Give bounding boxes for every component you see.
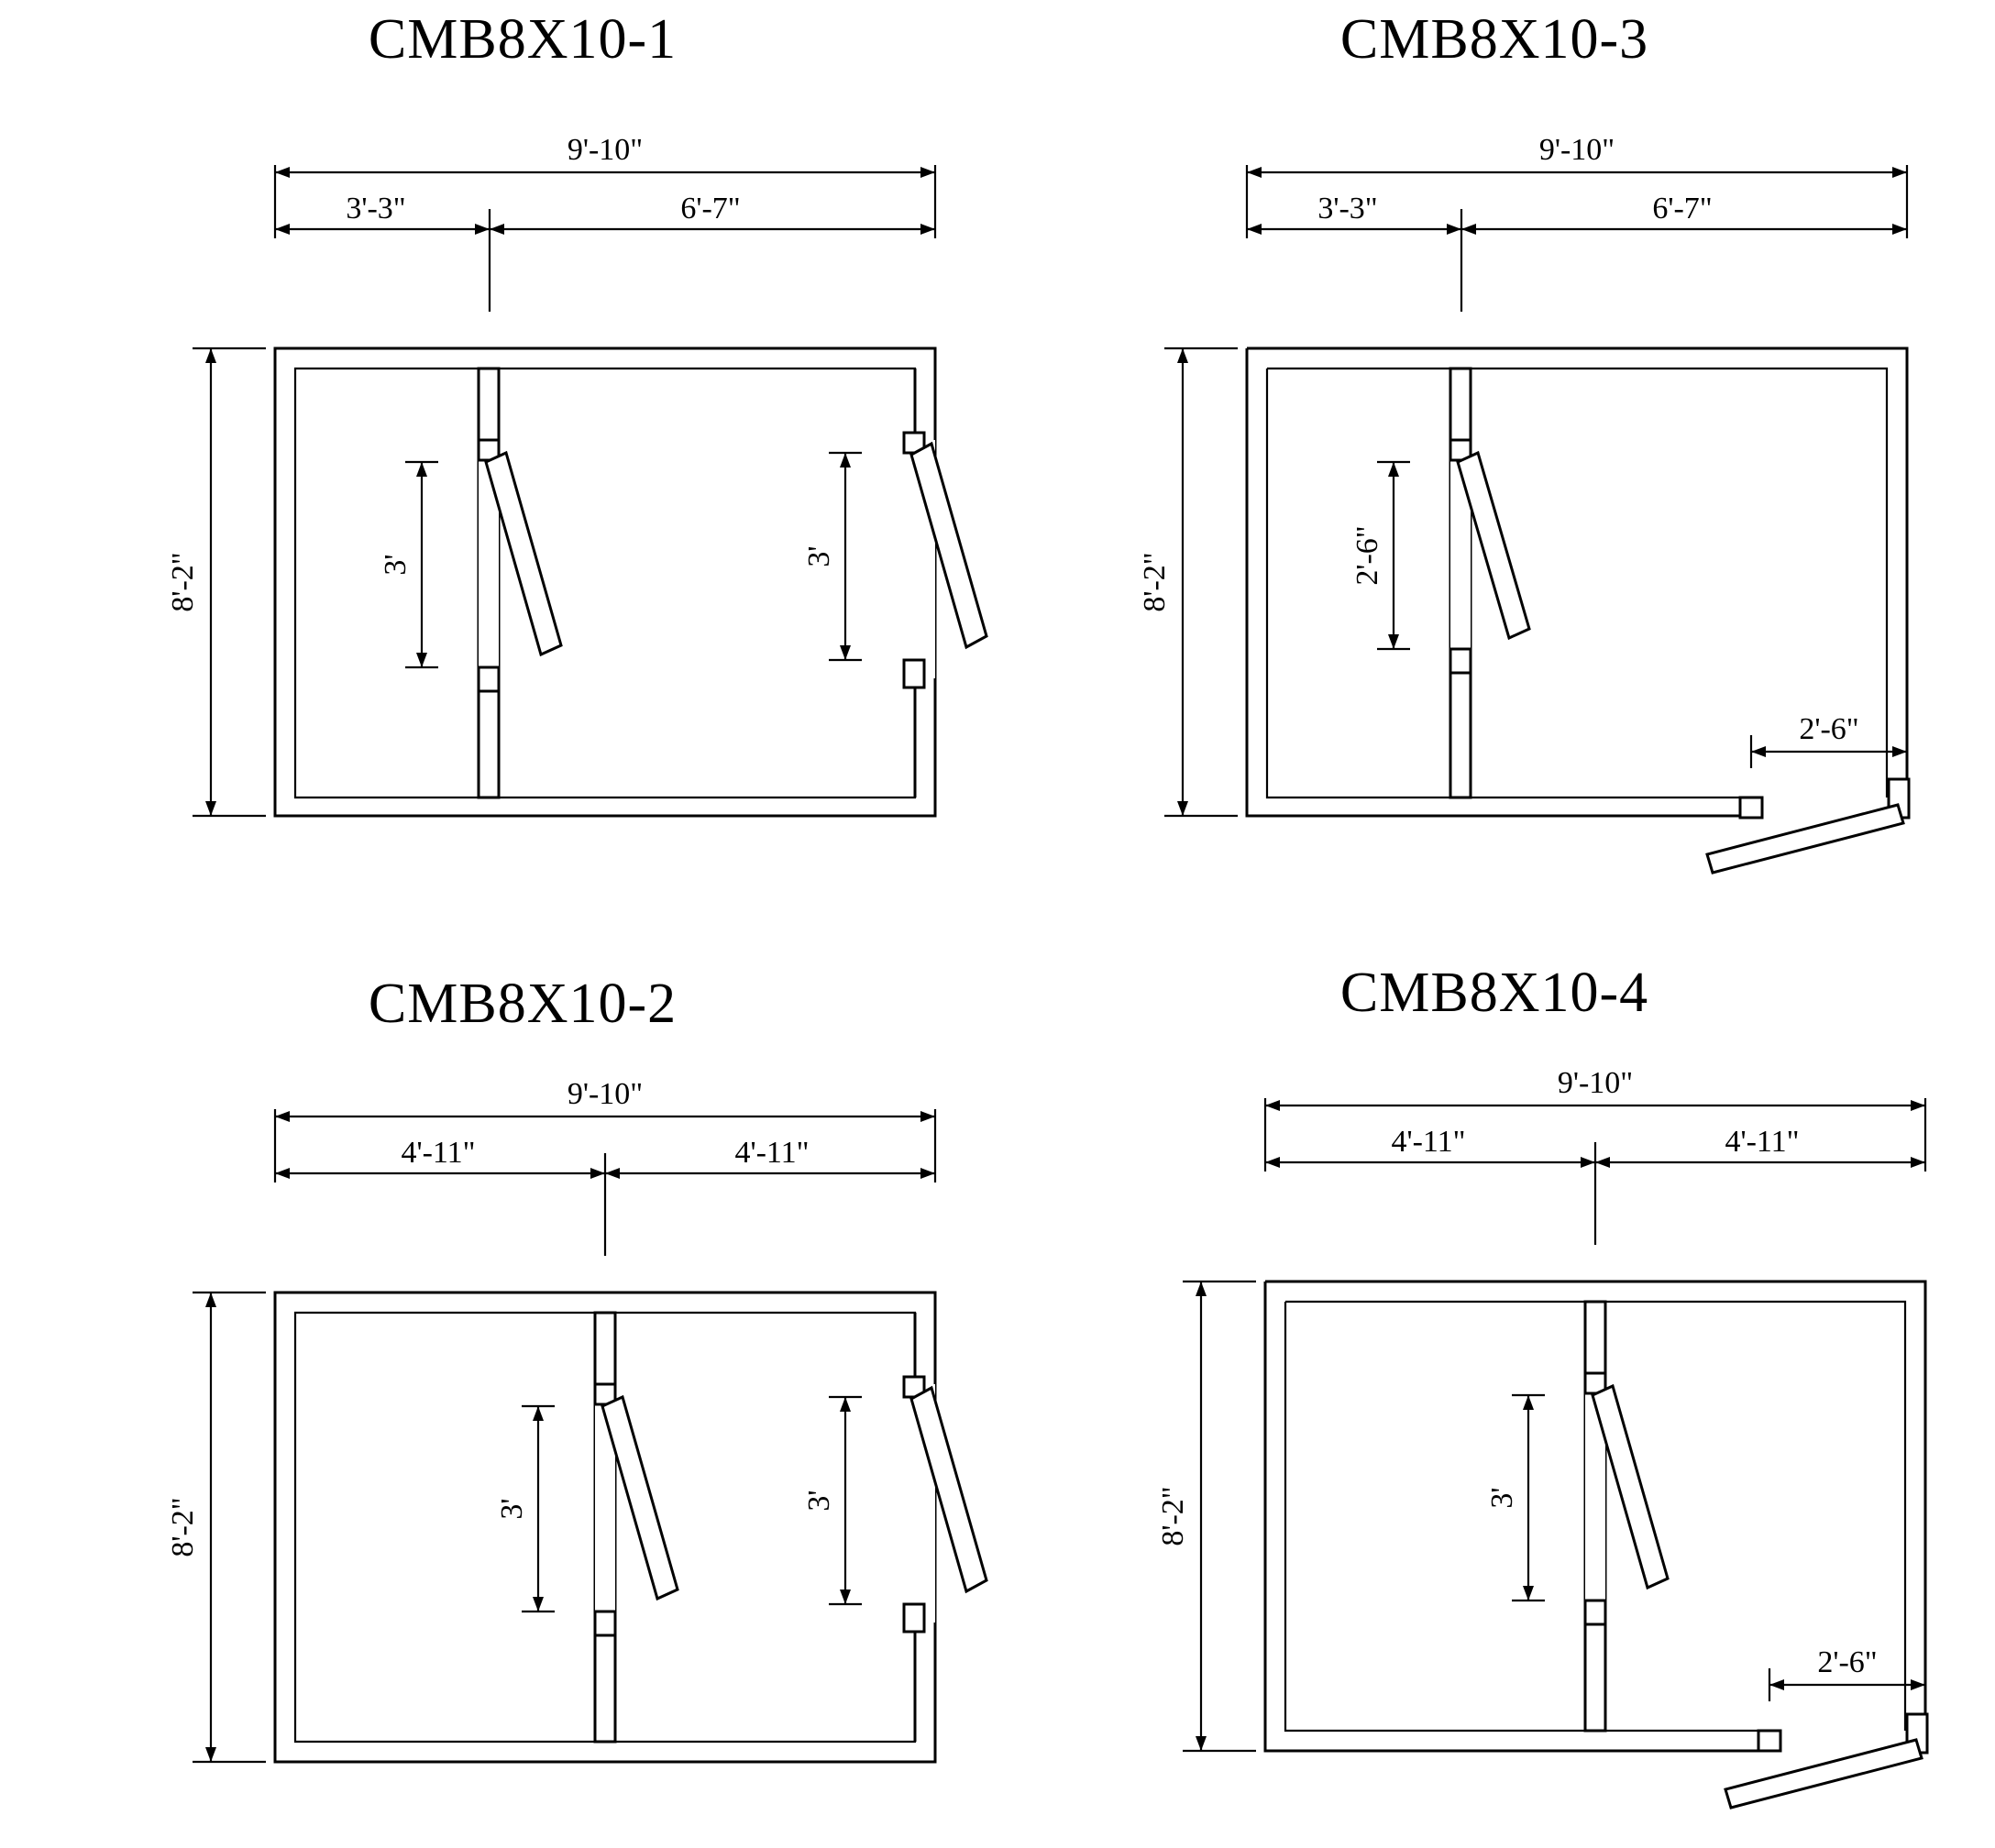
dim-corner-door: 2'-6" bbox=[1817, 1645, 1878, 1679]
plan-drawing bbox=[55, 1038, 990, 1835]
floorplan-svg-4 bbox=[1027, 1027, 1962, 1842]
plan-cmb8x10-4 bbox=[1027, 961, 1962, 1848]
plan-cmb8x10-3 bbox=[1027, 7, 1962, 887]
dim-overall-width: 9'-10" bbox=[1557, 1066, 1634, 1100]
dim-bay-left: 3'-3" bbox=[346, 192, 406, 226]
plan-title: CMB8X10-4 bbox=[1339, 962, 1649, 1024]
dim-bay-left: 4'-11" bbox=[401, 1136, 476, 1170]
floorplan-svg-2 bbox=[55, 1038, 990, 1835]
plan-title: CMB8X10-1 bbox=[368, 8, 678, 71]
dim-bay-right: 4'-11" bbox=[1725, 1125, 1800, 1159]
dim-door-left: 3' bbox=[1485, 1487, 1519, 1509]
dim-door-left: 2'-6" bbox=[1350, 525, 1384, 586]
dim-overall-width: 9'-10" bbox=[567, 1077, 644, 1111]
plan-cmb8x10-2 bbox=[55, 972, 990, 1842]
dim-bay-right: 6'-7" bbox=[680, 192, 741, 226]
dim-bay-right: 4'-11" bbox=[734, 1136, 810, 1170]
dim-bay-left: 3'-3" bbox=[1317, 192, 1378, 226]
dim-overall-height: 8'-2" bbox=[166, 1497, 200, 1557]
dim-overall-width: 9'-10" bbox=[567, 133, 644, 167]
plan-drawing bbox=[1027, 73, 1962, 898]
plan-title: CMB8X10-3 bbox=[1339, 8, 1649, 71]
plan-drawing bbox=[1027, 1027, 1962, 1842]
floorplan-svg-3 bbox=[1027, 73, 1962, 898]
dim-door-right: 3' bbox=[802, 1490, 836, 1512]
floorplan-svg-1 bbox=[55, 73, 990, 880]
plan-title: CMB8X10-2 bbox=[368, 973, 678, 1035]
dim-overall-width: 9'-10" bbox=[1538, 133, 1615, 167]
dim-corner-door: 2'-6" bbox=[1799, 712, 1859, 746]
dim-door-left: 3' bbox=[379, 554, 413, 576]
dim-overall-height: 8'-2" bbox=[1138, 552, 1172, 612]
dim-overall-height: 8'-2" bbox=[166, 552, 200, 612]
dim-bay-right: 6'-7" bbox=[1652, 192, 1713, 226]
plan-drawing bbox=[55, 73, 990, 880]
plan-cmb8x10-1 bbox=[55, 7, 990, 887]
dim-bay-left: 4'-11" bbox=[1391, 1125, 1466, 1159]
dim-door-left: 3' bbox=[495, 1498, 529, 1520]
dim-door-right: 3' bbox=[802, 545, 836, 567]
dim-overall-height: 8'-2" bbox=[1156, 1486, 1190, 1546]
